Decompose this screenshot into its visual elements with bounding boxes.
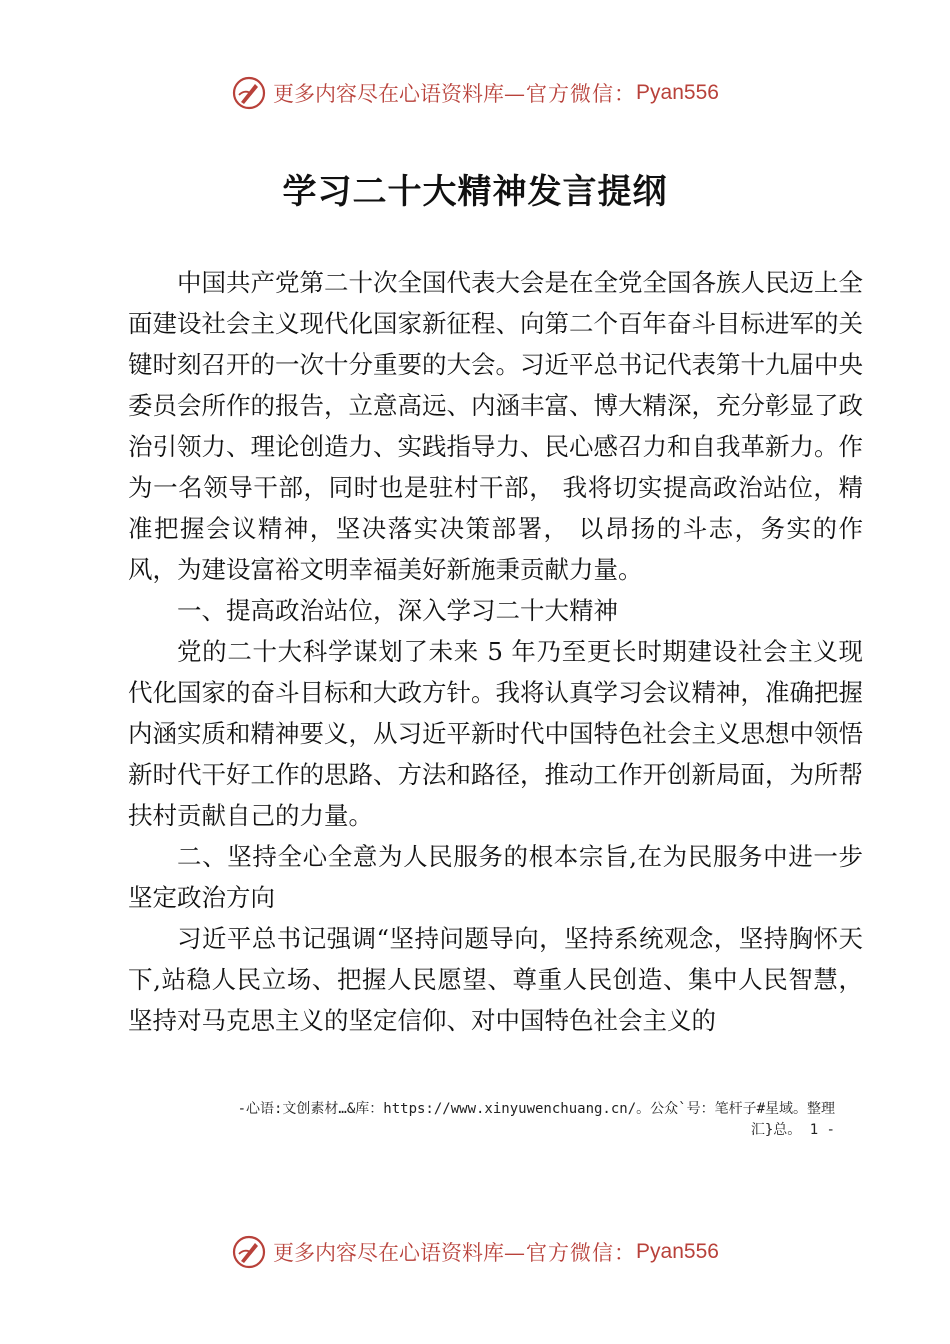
heading-section-1: 一、提高政治站位，深入学习二十大精神: [177, 596, 618, 625]
heading-section-2: 二、坚持全心全意为人民服务的根本宗旨,在为民服务中进一步坚定政治方向: [128, 842, 863, 912]
page-footer: [128, 1099, 835, 1141]
pen-logo-icon: [231, 1234, 267, 1270]
paragraph-section-2: 习近平总书记强调“坚持问题导向，坚持系统观念，坚持胸怀天下,站稳人民立场、把握人民愿望、尊重人民创造、集中人民智慧，坚持对马克思主义的坚定信仰、对中国特色社会主义的: [128, 924, 863, 1035]
footer-line-1: -心语:文创素材…&库：https://www.xinyuwenchuang.cn/。公众`号：笔杆子#星域。整理: [237, 1101, 835, 1117]
watermark-separator: —官方微信：: [504, 1241, 637, 1265]
footer-line-2: 汇}总。 1 -: [750, 1122, 835, 1138]
watermark-separator: —官方微信：: [504, 82, 637, 106]
watermark-contact: Pyan556: [636, 1240, 719, 1263]
header-watermark: [0, 73, 950, 113]
paragraph-section-1: 党的二十大科学谋划了未来 5 年乃至更长时期建设社会主义现代化国家的奋斗目标和大政方针。我将认真学习会议精神，准确把握内涵实质和精神要义，从习近平新时代中国特色社会主义思想中领悟新时代干好工作的思路、方法和路径，推动工作开创新局面，为所帮扶村贡献自己的力量。: [128, 637, 863, 830]
pen-logo-icon: [231, 75, 267, 111]
document-title: 学习二十大精神发言提纲: [282, 172, 668, 212]
watermark-text: 更多内容尽在心语资料库: [273, 82, 505, 106]
paragraph-intro: 中国共产党第二十次全国代表大会是在全党全国各族人民迈上全面建设社会主义现代化国家新征程、向第二个百年奋斗目标进军的关键时刻召开的一次十分重要的大会。习近平总书记代表第十九届中央委员会所作的报告，立意高远、内涵丰富、博大精深，充分彰显了政治引领力、理论创造力、实践指导力、民心感召力和自我革新力。作为一名领导干部，同时也是驻村干部， 我将切实提高政治站位，精准把握会议精神，坚决落实决策部署， 以昂扬的斗志，务实的作风，为建设富裕文明幸福美好新施秉贡献力量。: [128, 268, 863, 584]
watermark-text: 更多内容尽在心语资料库: [273, 1241, 505, 1265]
document-body: [128, 262, 863, 1041]
watermark-contact: Pyan556: [636, 81, 719, 104]
footer-watermark: [0, 1232, 950, 1272]
